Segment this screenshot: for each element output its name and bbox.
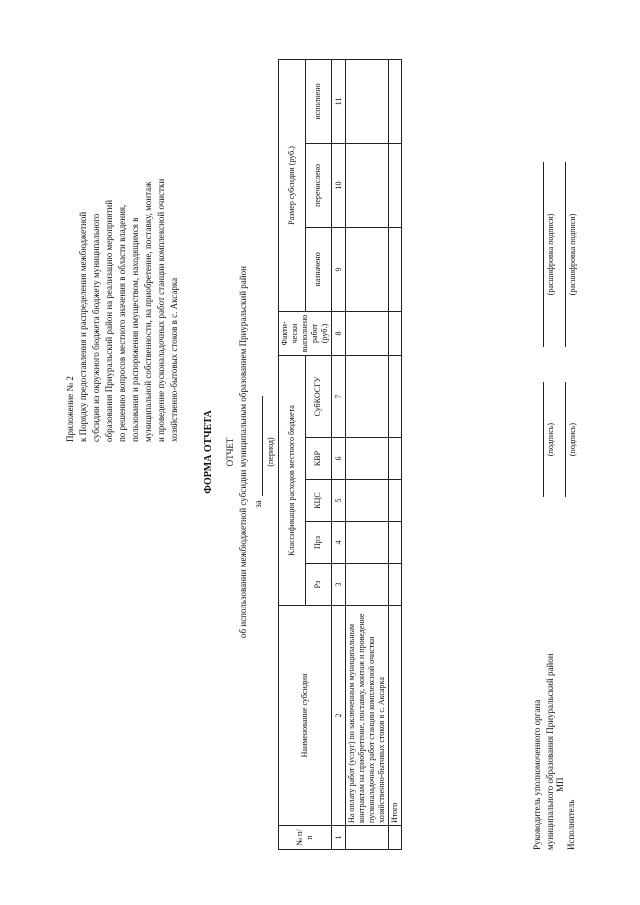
period-field[interactable]: [253, 396, 263, 496]
head-signature-line[interactable]: [543, 382, 544, 497]
assigned-cell[interactable]: [346, 227, 389, 311]
head-signature-hint: (подпись): [546, 422, 555, 457]
total-rz-cell[interactable]: [389, 564, 402, 606]
report-table: [278, 59, 402, 850]
period-prefix: за: [253, 500, 263, 508]
table-header-row: [279, 59, 306, 849]
subsidy-name-cell: На оплату работ (услуг) по заключенным муниципальным контрактам на приобретение, поставку, монтаж и проведение пусконаладочных работ станции комплексной очистки хозяйственно-бытовых стоков в с. Аксарка: [346, 606, 389, 826]
col-number: 10: [332, 143, 346, 227]
executor-signature-line[interactable]: [565, 382, 566, 497]
stamp-place: МП: [555, 777, 565, 792]
prz-cell[interactable]: [346, 522, 389, 564]
header-name: Наименование субсидии: [279, 606, 332, 826]
total-label: Итого: [389, 606, 402, 826]
annex-line: и проведение пусконаладочных работ станции комплексной очистки: [156, 178, 166, 442]
annex-line: пользования и распоряжения имуществом, находящимся в: [130, 217, 140, 442]
total-num-cell: [389, 826, 402, 850]
annex-line: образования Приуральский район на реализацию мероприятий: [104, 199, 114, 442]
col-number: 9: [332, 227, 346, 311]
head-decoding-hint: (расшифровка подписи): [546, 213, 555, 296]
col-number: 1: [332, 826, 346, 850]
head-title-line1: Руководитель уполномоченного органа: [532, 699, 542, 850]
header-rz: Рз: [305, 564, 332, 606]
period-hint: (период): [266, 437, 275, 467]
header-transferred: перечислено: [305, 143, 332, 227]
document-page: [60, 32, 580, 872]
header-assigned: назначено: [305, 227, 332, 311]
annex-line: субсидии из окружного бюджета бюджету муниципального: [91, 213, 101, 442]
head-decoding-line[interactable]: [543, 162, 544, 347]
annex-line: к Порядку предоставления и распределения межбюджетной: [78, 211, 88, 442]
header-executed: исполнено: [305, 59, 332, 143]
total-prz-cell[interactable]: [389, 522, 402, 564]
column-number-row: [332, 59, 346, 849]
col-number: 4: [332, 522, 346, 564]
subkosgu-cell[interactable]: [346, 355, 389, 437]
rz-cell[interactable]: [346, 564, 389, 606]
kcs-cell[interactable]: [346, 480, 389, 522]
col-number: 11: [332, 59, 346, 143]
total-assigned-cell[interactable]: [389, 227, 402, 311]
annex-line: муниципальной собственности, на приобретение, поставку, монтаж: [143, 181, 153, 442]
header-actual: Факти-чески выполнено работ (руб.): [279, 311, 332, 355]
annex-line: хозяйственно-бытовых стоков в с. Аксарка: [169, 277, 179, 442]
report-heading: ОТЧЕТ: [225, 437, 235, 467]
annex-block: [64, 47, 181, 442]
form-title: ФОРМА ОТЧЕТА: [203, 410, 214, 494]
col-number: 2: [332, 606, 346, 826]
annex-line: Приложение № 2: [65, 376, 75, 442]
header-kcs: КЦС: [305, 480, 332, 522]
header-subkosgu: СубКОСГУ: [305, 355, 332, 437]
executor-decoding-hint: (расшифровка подписи): [568, 213, 577, 296]
header-num: № п/п: [279, 826, 332, 850]
header-prz: Прз: [305, 522, 332, 564]
period-row: [253, 32, 263, 872]
head-title-line2: муниципального образования Приуральский район: [545, 653, 555, 850]
executor-signature-hint: (подпись): [568, 422, 577, 457]
col-number: 3: [332, 564, 346, 606]
transferred-cell[interactable]: [346, 143, 389, 227]
total-executed-cell[interactable]: [389, 59, 402, 143]
col-number: 7: [332, 355, 346, 437]
col-number: 8: [332, 311, 346, 355]
total-transferred-cell[interactable]: [389, 143, 402, 227]
executor-decoding-line[interactable]: [565, 162, 566, 347]
executed-cell[interactable]: [346, 59, 389, 143]
total-row: [389, 59, 402, 849]
header-classification: Классификация расходов местного бюджета: [279, 355, 306, 605]
actual-cell[interactable]: [346, 311, 389, 355]
total-subkosgu-cell[interactable]: [389, 355, 402, 437]
header-subsidy: Размер субсидии (руб.): [279, 59, 306, 311]
kvr-cell[interactable]: [346, 438, 389, 480]
annex-line: по решению вопросов местного значения в области владения,: [117, 204, 127, 442]
total-kcs-cell[interactable]: [389, 480, 402, 522]
header-kvr: КВР: [305, 438, 332, 480]
table-row: [346, 59, 389, 849]
row-num-cell[interactable]: [346, 826, 389, 850]
head-title: [531, 550, 557, 850]
col-number: 6: [332, 438, 346, 480]
total-actual-cell[interactable]: [389, 311, 402, 355]
col-number: 5: [332, 480, 346, 522]
report-subtitle: об использовании межбюджетной субсидии муниципальным образованием Приуральский район: [238, 266, 248, 638]
total-kvr-cell[interactable]: [389, 438, 402, 480]
executor-label: Исполнитель: [566, 799, 576, 850]
